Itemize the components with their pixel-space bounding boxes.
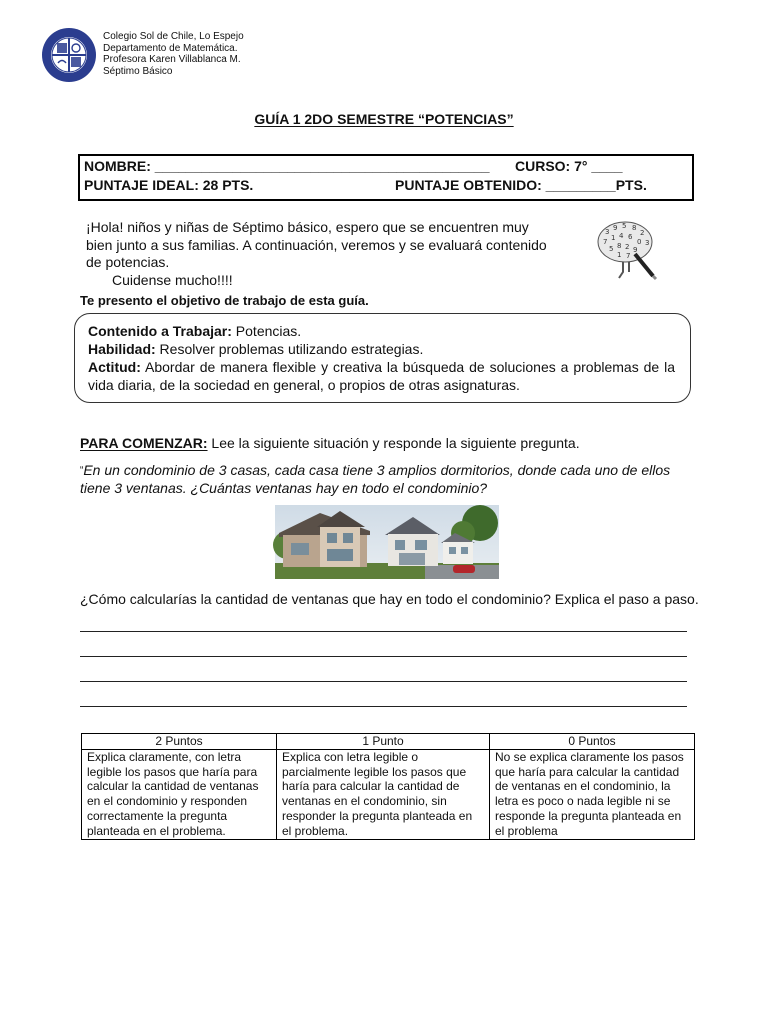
svg-text:1: 1 [611,234,616,242]
obtained-score-field[interactable]: PUNTAJE OBTENIDO: _________PTS. [395,177,647,193]
ideal-score: PUNTAJE IDEAL: 28 PTS. [84,177,254,193]
rubric-header-0-points: 0 Puntos [490,734,695,750]
school-logo [41,27,97,83]
course-field[interactable]: CURSO: 7° ____ [515,158,623,174]
svg-text:7: 7 [603,238,608,246]
svg-text:8: 8 [632,224,637,232]
svg-text:0: 0 [637,238,642,246]
content-value: Potencias. [231,323,302,339]
student-info-box [78,154,694,201]
department: Departamento de Matemática. [103,42,238,54]
content-label: Contenido a Trabajar: [88,323,232,339]
situation-text [80,462,680,497]
intro-cut-line: Cuidense mucho!!!! [112,271,233,288]
rubric-header-2-points: 2 Puntos [82,734,277,750]
skill-row [88,340,675,358]
school-info [103,31,244,77]
answer-line-1[interactable] [80,631,687,632]
start-instruction [80,435,580,451]
svg-text:8: 8 [617,242,622,250]
rubric-criteria-row [82,749,695,839]
question-text: ¿Cómo calcularías la cantidad de ventanas que hay en todo el condominio? Explica el paso a paso. [80,591,699,607]
answer-line-3[interactable] [80,681,687,682]
condominium-houses-photo [275,505,499,579]
attitude-label: Actitud: [88,359,141,375]
skill-value: Resolver problemas utilizando estrategias. [155,341,424,357]
svg-text:5: 5 [622,222,627,230]
brain-numbers-pencil-icon [595,218,657,280]
rubric-header-1-point: 1 Punto [277,734,490,750]
grade-level: Séptimo Básico [103,65,173,77]
rubric-cell-1-point: Explica con letra legible o parcialmente legible los pasos que haría para calcular la cantidad de ventanas en el condominio, sin responder la pregunta planteada en el problema. [277,749,490,839]
svg-text:1: 1 [617,251,622,259]
answer-line-2[interactable] [80,656,687,657]
open-quote: “ [80,465,84,476]
svg-text:3: 3 [605,228,610,236]
school-seal-icon [41,27,97,83]
objective-text [88,322,675,394]
attitude-row [88,358,675,394]
start-lead: PARA COMENZAR: [80,435,208,451]
answer-line-4[interactable] [80,706,687,707]
svg-text:4: 4 [619,232,624,240]
school-name: Colegio Sol de Chile, Lo Espejo [103,31,244,42]
objective-heading: Te presento el objetivo de trabajo de esta guía. [80,293,369,308]
svg-text:6: 6 [628,233,633,241]
svg-text:3: 3 [645,239,650,247]
rubric-cell-0-points: No se explica claramente los pasos que haría para calcular la cantidad de ventanas en el condominio, la letra es poco o nada legible ni se responde la pregunta planteada en el problema [490,749,695,839]
page-title: GUÍA 1 2DO SEMESTRE “POTENCIAS” [254,111,514,127]
content-row [88,322,675,340]
name-field[interactable]: NOMBRE: ___________________________________________ [84,158,490,174]
svg-text:7: 7 [626,252,631,260]
svg-text:2: 2 [625,243,630,251]
skill-label: Habilidad: [88,341,156,357]
svg-text:9: 9 [633,246,638,254]
rubric-table [81,733,695,840]
objective-box [74,313,691,403]
svg-text:9: 9 [613,224,618,232]
teacher: Profesora Karen Villablanca M. [103,54,241,65]
intro-greeting: ¡Hola! niños y niñas de Séptimo básico, espero que se encuentren muy bien junto a sus familias. A continuación, veremos y se evaluará contenido de potencias. [86,219,547,270]
attitude-value: Abordar de manera flexible y creativa la búsqueda de soluciones a problemas de la vida diaria, de la sociedad en general, o propios de otras asignaturas. [88,359,675,393]
start-text: Lee la siguiente situación y responde la siguiente pregunta. [207,435,580,451]
svg-text:5: 5 [609,245,614,253]
situation-body: En un condominio de 3 casas, cada casa tiene 3 amplios dormitorios, donde cada uno de ellos tiene 3 ventanas. ¿Cuántas ventanas hay en todo el condominio? [80,462,671,496]
rubric-header-row [82,734,695,750]
intro-text [86,219,556,288]
rubric-cell-2-points: Explica claramente, con letra legible los pasos que haría para calcular la cantidad de ventanas en el condominio y responden correctamente la pregunta planteada en el problema. [82,749,277,839]
svg-text:2: 2 [640,229,645,237]
